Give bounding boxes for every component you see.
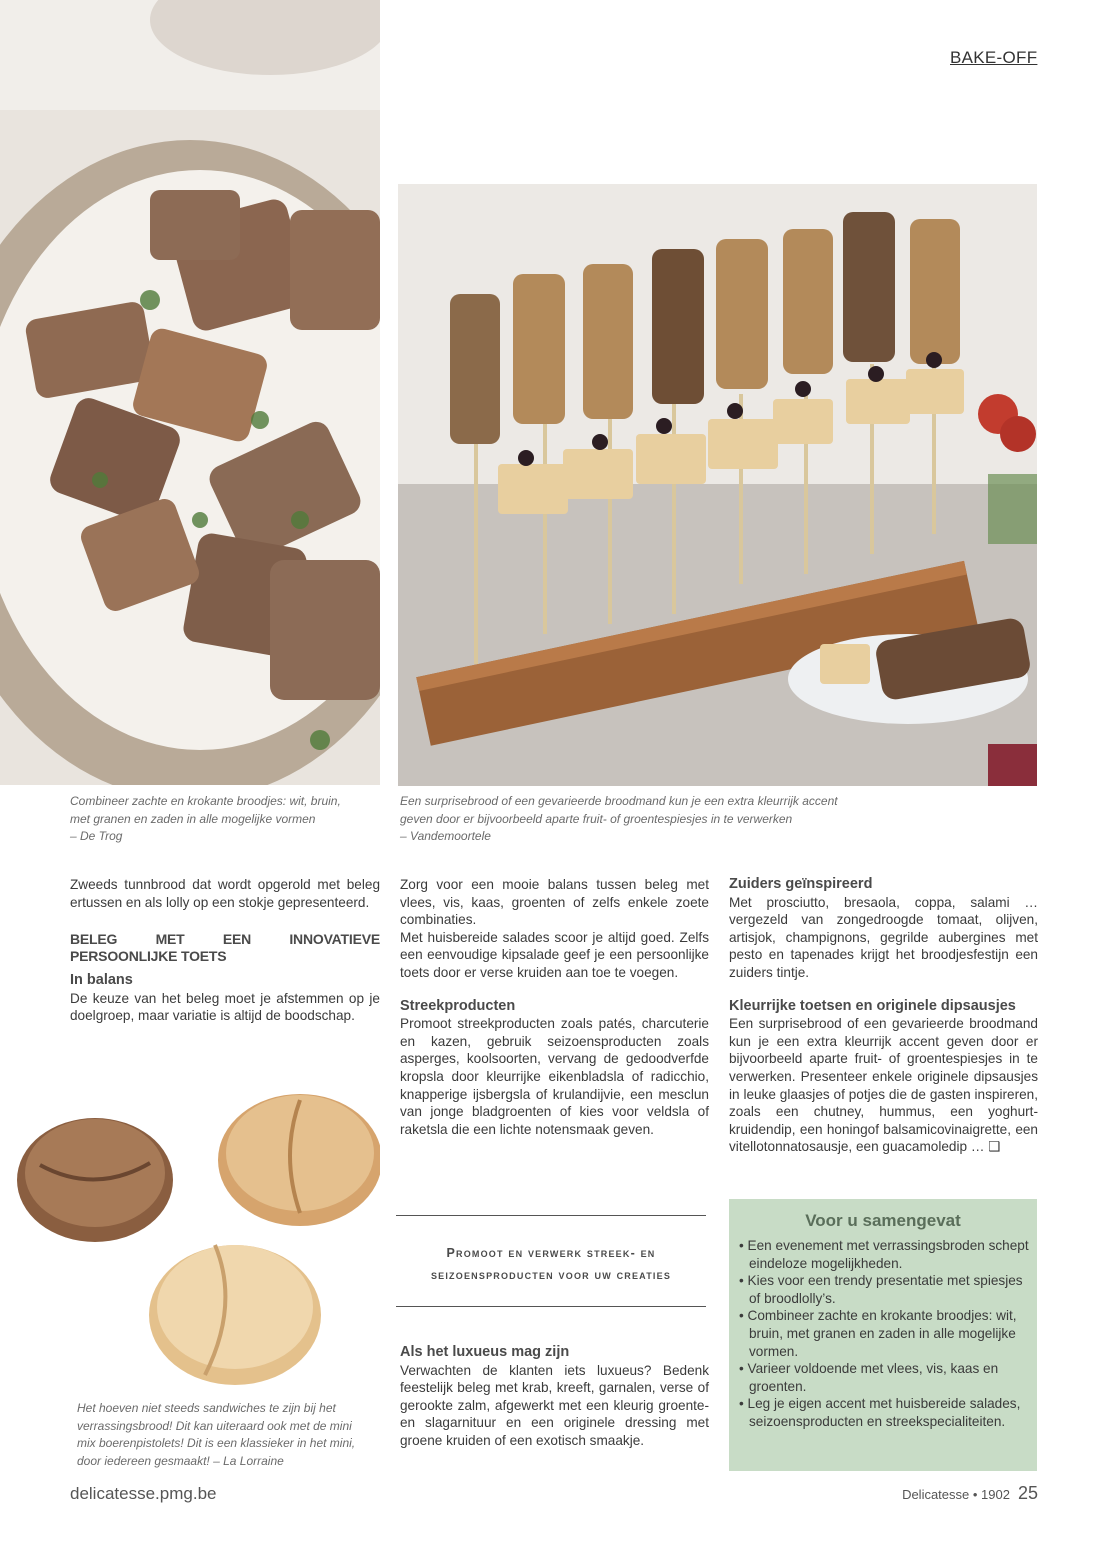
bread-basket-photo	[0, 0, 380, 785]
summary-item: • Combineer zachte en krokante broodjes: wit, bruin, met granen en zaden in alle mogelijke vormen.	[737, 1307, 1037, 1360]
summary-box	[729, 1199, 1037, 1471]
balance-text: Zorg voor een mooie balans tussen beleg met vlees, vis, kaas, groenten of zelfs enkele zoete combinaties.	[400, 877, 709, 928]
in-balans-text: De keuze van het beleg moet je afstemmen op je doelgroep, maar variatie is altijd de boodschap.	[70, 990, 380, 1024]
zuiders-text: Met prosciutto, bresaola, coppa, salami … vergezeld van zongedroogde tomaat, olijven, artisjok, champignons, gegrilde aubergines met pesto en tapenades krijgt het broodjesfestijn een zuiders tintje.	[729, 894, 1038, 980]
column-2-bottom	[400, 1344, 709, 1450]
summary-item: • Kies voor een trendy presentatie met spiesjes of broodlolly’s.	[737, 1272, 1037, 1307]
pistolets-photo	[0, 1085, 380, 1395]
summary-title: Voor u samengevat	[805, 1211, 961, 1230]
page-number: 25	[1017, 1483, 1038, 1503]
summary-item: • Leg je eigen accent met huisbereide salades, seizoensproducten en streekspecialiteiten.	[737, 1395, 1037, 1430]
section-tag: BAKE-OFF	[950, 48, 1038, 67]
subheading-streekproducten: Streekproducten	[400, 997, 516, 1014]
bread-lolly-photo	[398, 184, 1037, 786]
page-footer	[902, 1483, 1038, 1504]
website-link[interactable]: delicatesse.pmg.be	[70, 1484, 217, 1503]
caption-pistolets: Het hoeven niet steeds sandwiches te zijn bij het verrassingsbrood! Dit kan uiteraard ook met de mini mix boerenpistolets! Dit is een klassieker in het mini, door iedereen gesmaakt! – La Lorraine	[77, 1401, 356, 1468]
summary-list	[729, 1237, 1037, 1431]
subheading-in-balans: In balans	[70, 972, 133, 989]
column-2	[400, 876, 709, 1138]
streekproducten-text: Promoot streekproducten zoals patés, charcuterie en kazen, gebruik seizoensproducten zoals asperges, koolsoorten, vervang de gedoodverfde kropsla door kleurrijke eikenbladsla of radicchio, knapperige ijsbergsla of krulandijvie, een mesclun van jonge bladgroenten of kies voor veldsla of raketsla die een lichte notensmaak geven.	[400, 1016, 709, 1137]
luxueus-text: Verwachten de klanten iets luxueus? Bedenk feestelijk beleg met krab, kreeft, garnalen, verse of gerookte zalm, afgewerkt met een kleurig groente- en slagarnituur en een originele dressing met groene kruiden of een exotisch smaakje.	[400, 1362, 709, 1448]
caption-center-photo: Een surprisebrood of een gevarieerde broodmand kun je een extra kleurrijk accent geven door er bijvoorbeeld aparte fruit- of groentespiesjes in te verwerken – Vandemoortele	[400, 794, 838, 843]
subheading-luxueus: Als het luxueus mag zijn	[400, 1344, 570, 1360]
salads-text: Met huisbereide salades scoor je altijd goed. Zelfs een eenvoudige kipsalade geef je een persoonlijke toets door er verse kruiden aan toe te voegen.	[400, 929, 709, 980]
kleurrijke-text: Een surprisebrood of een gevarieerde broodmand kun je een extra kleurrijk accent geven door er bijvoorbeeld aparte fruit- of groentespiesjes in te verwerken. Presenteer enkele originele dipsausjes in leuke glaasjes of potjes die de gasten inspireren, zoals een chutney, hummus, een yoghurt-kruidendip, een honingof balsamicovinaigrette, een vitellotonnatosausje, een guacamoledip … ❑	[729, 1016, 1038, 1155]
subheading-kleurrijke: Kleurrijke toetsen en originele dipsausjes	[729, 997, 1016, 1014]
section-heading: BELEG MET EEN INNOVATIEVE PERSOONLIJKE TOETS	[70, 931, 380, 965]
pullquote-rule-bottom	[396, 1306, 706, 1307]
column-3	[729, 876, 1038, 1156]
pullquote: Promoot en verwerk streek- en seizoensproducten voor uw creaties	[430, 1246, 672, 1282]
issue-label: Delicatesse • 1902	[902, 1487, 1010, 1502]
subheading-zuiders: Zuiders geïnspireerd	[729, 876, 873, 892]
pullquote-rule-top	[396, 1215, 706, 1216]
caption-left-photo: Combineer zachte en krokante broodjes: wit, bruin, met granen en zaden in alle mogelijke vormen – De Trog	[70, 794, 341, 843]
intro-text: Zweeds tunnbrood dat wordt opgerold met beleg ertussen en als lolly op een stokje gepresenteerd.	[70, 877, 380, 910]
column-1	[70, 876, 380, 1025]
summary-item: • Varieer voldoende met vlees, vis, kaas en groenten.	[737, 1360, 1037, 1395]
summary-item: • Een evenement met verrassingsbroden schept eindeloze mogelijkheden.	[737, 1237, 1037, 1272]
